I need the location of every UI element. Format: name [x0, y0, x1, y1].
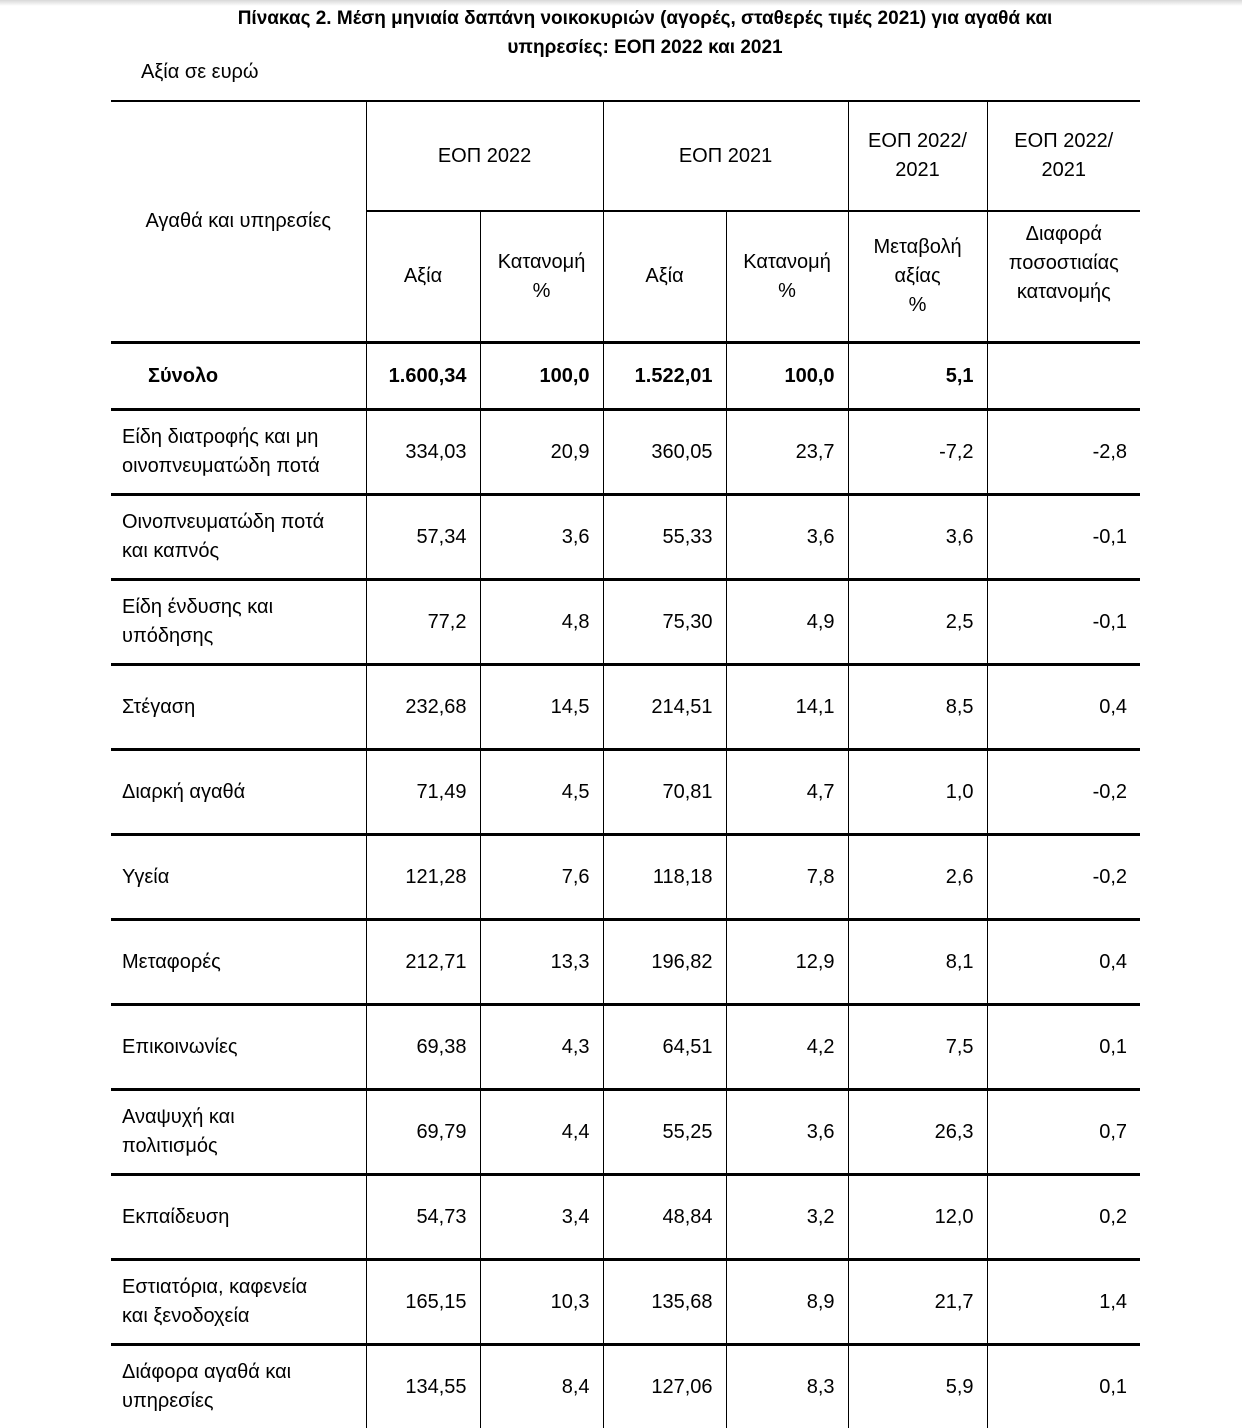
row-label-line: Διαρκή αγαθά: [122, 778, 366, 807]
cell-share-diff: 0,2: [987, 1175, 1140, 1260]
cell-value-change: 7,5: [848, 1005, 987, 1090]
cell-share-diff: -2,8: [987, 410, 1140, 495]
row-label-line: πολιτισμός: [122, 1132, 366, 1161]
cell-share-2021: 8,9: [726, 1260, 848, 1345]
cell-value-2022: 54,73: [366, 1175, 480, 1260]
cell-share-2021: 3,6: [726, 1090, 848, 1175]
cell-value-2022: 134,55: [366, 1345, 480, 1428]
row-label-line: Στέγαση: [122, 693, 366, 722]
cell-share-2022: 3,6: [480, 495, 603, 580]
header-share-2021: Κατανομή %: [726, 211, 848, 343]
header-group-change: ΕΟΠ 2022/ 2021: [848, 101, 987, 211]
cell-share-2022: 4,5: [480, 750, 603, 835]
cell-value-2021: 55,33: [603, 495, 726, 580]
cell-share-2021: 4,2: [726, 1005, 848, 1090]
table-row: [111, 410, 1140, 495]
cell-value-2022: 57,34: [366, 495, 480, 580]
cell-share-2022: 4,4: [480, 1090, 603, 1175]
table-title-line-1: Πίνακας 2. Μέση μηνιαία δαπάνη νοικοκυριών (αγορές, σταθερές τιμές 2021) για αγαθά και: [0, 4, 1242, 33]
cell-share-2021: 23,7: [726, 410, 848, 495]
row-label: [111, 410, 366, 495]
cell-value-2021: 135,68: [603, 1260, 726, 1345]
cell-share-2022: 4,3: [480, 1005, 603, 1090]
row-label: [111, 750, 366, 835]
cell-value-2022: 69,38: [366, 1005, 480, 1090]
cell-share-diff: -0,2: [987, 750, 1140, 835]
table-row: [111, 1175, 1140, 1260]
row-label-line: οινοπνευματώδη ποτά: [122, 452, 366, 481]
cell-share-diff: -0,2: [987, 835, 1140, 920]
row-label-line: και ξενοδοχεία: [122, 1302, 366, 1331]
row-label-line: Είδη ένδυσης και: [122, 593, 366, 622]
table-title: [0, 4, 1242, 62]
row-label: [111, 495, 366, 580]
cell-value-change: 21,7: [848, 1260, 987, 1345]
cell-value-change: 26,3: [848, 1090, 987, 1175]
cell-value-2021: 214,51: [603, 665, 726, 750]
cell-share-2021: 3,6: [726, 495, 848, 580]
table-row: [111, 750, 1140, 835]
cell-value-change: 8,1: [848, 920, 987, 1005]
cell-share-2022: 13,3: [480, 920, 603, 1005]
row-label: [111, 343, 366, 410]
row-label-line: Μεταφορές: [122, 948, 366, 977]
header-share-diff: Διαφορά ποσοστιαίας κατανομής: [987, 211, 1140, 343]
row-label: [111, 1260, 366, 1345]
row-label: [111, 1005, 366, 1090]
cell-value-change: 12,0: [848, 1175, 987, 1260]
row-label-line: Υγεία: [122, 863, 366, 892]
row-label-line: υπηρεσίες: [122, 1387, 366, 1416]
row-label: [111, 580, 366, 665]
cell-value-2021: 127,06: [603, 1345, 726, 1428]
cell-share-diff: 0,4: [987, 920, 1140, 1005]
row-label: [111, 665, 366, 750]
cell-value-change: 5,9: [848, 1345, 987, 1428]
row-label: [111, 1175, 366, 1260]
cell-value-2022: 212,71: [366, 920, 480, 1005]
row-label: [111, 835, 366, 920]
table-title-line-2: υπηρεσίες: ΕΟΠ 2022 και 2021: [0, 33, 1242, 62]
table-row: [111, 1005, 1140, 1090]
cell-share-diff: 1,4: [987, 1260, 1140, 1345]
cell-value-change: 8,5: [848, 665, 987, 750]
row-label-line: Σύνολο: [148, 362, 366, 391]
cell-value-change: 2,5: [848, 580, 987, 665]
cell-share-2022: 4,8: [480, 580, 603, 665]
table-row: [111, 920, 1140, 1005]
cell-share-2021: 3,2: [726, 1175, 848, 1260]
cell-share-diff: 0,1: [987, 1005, 1140, 1090]
row-label: [111, 1090, 366, 1175]
row-label-line: Εκπαίδευση: [122, 1203, 366, 1232]
cell-share-2022: 8,4: [480, 1345, 603, 1428]
cell-share-diff: 0,1: [987, 1345, 1140, 1428]
header-group-diff: ΕΟΠ 2022/ 2021: [987, 101, 1140, 211]
header-value-2022: Αξία: [366, 211, 480, 343]
cell-share-diff: [987, 343, 1140, 410]
table-row: [111, 580, 1140, 665]
header-group-2022: ΕΟΠ 2022: [366, 101, 603, 211]
cell-share-2022: 20,9: [480, 410, 603, 495]
cell-share-2021: 8,3: [726, 1345, 848, 1428]
row-label-line: Εστιατόρια, καφενεία: [122, 1273, 366, 1302]
header-value-2021: Αξία: [603, 211, 726, 343]
row-label-line: Είδη διατροφής και μη: [122, 423, 366, 452]
cell-share-2021: 100,0: [726, 343, 848, 410]
cell-value-2021: 48,84: [603, 1175, 726, 1260]
cell-share-2021: 4,9: [726, 580, 848, 665]
table-row: [111, 665, 1140, 750]
cell-share-diff: 0,7: [987, 1090, 1140, 1175]
cell-value-2022: 121,28: [366, 835, 480, 920]
cell-share-2022: 7,6: [480, 835, 603, 920]
table-row: [111, 1260, 1140, 1345]
row-label-line: Διάφορα αγαθά και: [122, 1358, 366, 1387]
cell-share-2022: 3,4: [480, 1175, 603, 1260]
table-row-total: [111, 343, 1140, 410]
header-row-groups: [111, 101, 1140, 211]
cell-share-2021: 7,8: [726, 835, 848, 920]
cell-value-2022: 232,68: [366, 665, 480, 750]
cell-value-2021: 196,82: [603, 920, 726, 1005]
cell-value-2021: 64,51: [603, 1005, 726, 1090]
cell-share-2022: 10,3: [480, 1260, 603, 1345]
cell-share-diff: -0,1: [987, 495, 1140, 580]
cell-value-2022: 71,49: [366, 750, 480, 835]
header-share-2022: Κατανομή %: [480, 211, 603, 343]
cell-share-2022: 100,0: [480, 343, 603, 410]
cell-share-2021: 12,9: [726, 920, 848, 1005]
row-label-line: Οινοπνευματώδη ποτά: [122, 508, 366, 537]
unit-label: Αξία σε ευρώ: [141, 61, 259, 84]
cell-value-2022: 69,79: [366, 1090, 480, 1175]
cell-value-2021: 75,30: [603, 580, 726, 665]
cell-value-2021: 360,05: [603, 410, 726, 495]
cell-value-change: -7,2: [848, 410, 987, 495]
cell-value-change: 2,6: [848, 835, 987, 920]
expenditure-table: [111, 100, 1140, 1428]
table-row: [111, 1090, 1140, 1175]
cell-value-2021: 118,18: [603, 835, 726, 920]
row-label-line: Αναψυχή και: [122, 1103, 366, 1132]
row-label-line: Επικοινωνίες: [122, 1033, 366, 1062]
cell-value-2021: 55,25: [603, 1090, 726, 1175]
cell-share-2022: 14,5: [480, 665, 603, 750]
table-row: [111, 1345, 1140, 1428]
cell-value-2022: 334,03: [366, 410, 480, 495]
cell-value-change: 5,1: [848, 343, 987, 410]
header-category: Αγαθά και υπηρεσίες: [111, 101, 366, 343]
cell-share-2021: 4,7: [726, 750, 848, 835]
cell-value-2022: 165,15: [366, 1260, 480, 1345]
cell-share-2021: 14,1: [726, 665, 848, 750]
header-value-change: Μεταβολή αξίας %: [848, 211, 987, 343]
cell-value-2021: 1.522,01: [603, 343, 726, 410]
cell-value-2022: 1.600,34: [366, 343, 480, 410]
cell-share-diff: 0,4: [987, 665, 1140, 750]
cell-value-2021: 70,81: [603, 750, 726, 835]
row-label-line: υπόδησης: [122, 622, 366, 651]
table-row: [111, 835, 1140, 920]
table-body: [111, 343, 1140, 1428]
table-row: [111, 495, 1140, 580]
row-label-line: και καπνός: [122, 537, 366, 566]
cell-value-change: 1,0: [848, 750, 987, 835]
cell-value-2022: 77,2: [366, 580, 480, 665]
cell-value-change: 3,6: [848, 495, 987, 580]
cell-share-diff: -0,1: [987, 580, 1140, 665]
header-group-2021: ΕΟΠ 2021: [603, 101, 848, 211]
row-label: [111, 920, 366, 1005]
row-label: [111, 1345, 366, 1428]
